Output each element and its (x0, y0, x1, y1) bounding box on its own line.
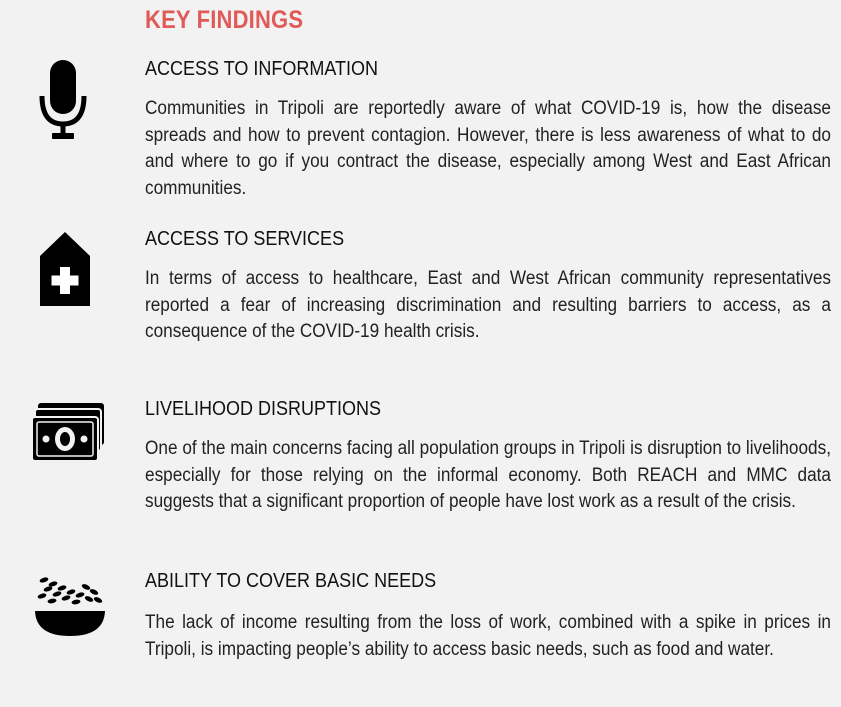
finding-text: In terms of access to healthcare, East and West African community representatives reported a fear of increasing discrimination and resulting barriers to access, as a consequence of the COVID-19 health crisis. (145, 268, 831, 342)
finding-title: LIVELIHOOD DISRUPTIONS (145, 398, 382, 420)
microphone-icon (38, 60, 88, 140)
finding-text: The lack of income resulting from the loss of work, combined with a spike in prices in Tripoli, is impacting people’s ability to access basic needs, such as food and water. (145, 612, 831, 660)
page-title: KEY FINDINGS (145, 6, 304, 34)
finding-title: ABILITY TO COVER BASIC NEEDS (145, 570, 437, 592)
cash-icon (32, 403, 106, 461)
finding-title: ACCESS TO SERVICES (145, 228, 345, 250)
finding-text: One of the main concerns facing all population groups in Tripoli is disruption to livelihoods, especially for those relying on the informal economy. Both REACH and MMC data suggests that a significant proportion of people have lost work as a result of the crisis. (145, 438, 831, 512)
finding-text: Communities in Tripoli are reportedly aware of what COVID-19 is, how the disease spreads and how to prevent contagion. However, there is less awareness of what to do and where to go if you contract the disease, especially among West and East African communities. (145, 98, 831, 199)
finding-title: ACCESS TO INFORMATION (145, 58, 379, 80)
health-service-icon (38, 232, 94, 306)
food-bowl-icon (34, 575, 106, 637)
